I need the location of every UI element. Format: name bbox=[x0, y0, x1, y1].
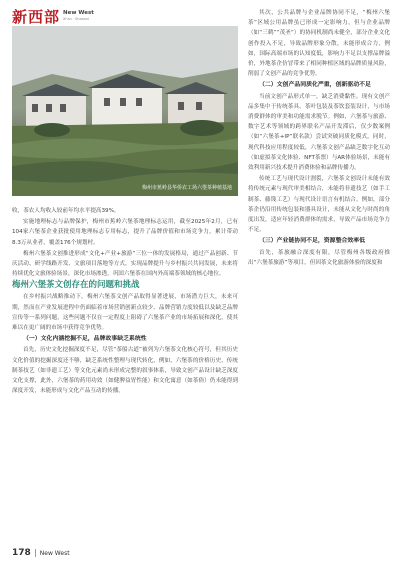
paragraph: 其次，公共品牌与企业品牌协同不足，“梅州六堡茶”区域公用品牌虽已形成一定影响力，但与企业品牌（如“三鹤”“茂圣”）的协同机制尚未健全，部分企业文化创作投入不足，导致品牌形象分散，未能形成合力，例如，国际高端市场的认知度低，影响力不足以支撑品牌溢价，外地茶企仿冒带来了相同种植区域的品牌质量风险，削弱了文创产品的竞争优势。 bbox=[248, 10, 390, 78]
magazine-name: New West bbox=[39, 549, 70, 557]
masthead-logo-en-sub: Xi'an · Shaanxi bbox=[63, 16, 90, 21]
photo-illustration bbox=[12, 26, 238, 196]
paragraph: 当前文创产品形式单一，缺乏消费黏性。现有文创产品多集中于传统茶具、茶叶包装及茶饮套装设计，与市场消费群体的审美和功能需求脱节。例如，六堡茶与旅游、数字艺术等领域的跨界联名产品开发滞后，仅少数案例（如“六堡茶+IP”联名款）尝试突破同质化模式，同时，现代科技应用程度较低，六堡茶文创产品缺乏数字化互动（如虚拟茶文化体验、NFT茶票）与AR体验场景，未能有效利用新兴技术提升消费体验和品牌传播力。 bbox=[248, 93, 390, 172]
subsection-heading: （三）产业链协同不足，资源整合效率低 bbox=[259, 238, 366, 245]
right-column bbox=[248, 8, 390, 269]
paragraph: 首先，历史文化挖掘深度不足，尽管“茶船古道”被列为六堡茶文化核心符号，但其历史文化价值的挖掘深度还不够，缺乏系统性整理与现代转化，例如，六堡茶的价格历史、传统制茶技艺（如非遗工艺）等文化元素尚未形成完整的叙事体系，导致文创产品设计缺乏深度文化支撑，此外，六堡茶的药用功效（如健脾益胃性能）和文化寓意（如茶俗）仍未能得到深度开发，未能形成与文化产品互动的传播。 bbox=[12, 347, 238, 395]
masthead-logo: 新西部 bbox=[12, 7, 61, 26]
paragraph: 首先，茶旅融合深度有限，尽管梅州各级政府推出“六堡茶旅游”等项目，但因茶文化旅游体验的深度和 bbox=[248, 249, 390, 266]
masthead-logo-en-title: New West bbox=[63, 10, 94, 16]
paragraph: 传统工艺与现代设计割裂，六堡茶文创设计未能有效将传统元素与现代审美相结合，未能将非遗技艺（如手工制茶、藤篾工艺）与现代设计语言有机结合。例如，部分茶企仍沿用传统包装和器具设计，未能从文化与时尚的角度出发，适应年轻消费群体的需求，导致产品市场竞争力不足。 bbox=[248, 176, 390, 234]
footer-divider bbox=[35, 549, 36, 557]
masthead-logo-en bbox=[63, 11, 94, 21]
paragraph: 梅州六堡茶文创推进形成“文化+产业+旅游”三位一体的发展格局，通过产品创新、节庆活动、研学线路开发、文旅项目落地等方式，实现品牌提升与乡村振兴共同发展，未来将持续优化文旅体验场景，深化市场渗透，巩固六堡茶在国内外高端茶领域的核心地位。 bbox=[12, 250, 238, 278]
subsection-heading: （二）文创产品同质化严重，创新驱动不足 bbox=[259, 82, 371, 89]
masthead bbox=[12, 6, 94, 26]
paragraph: 收，茶农人均收入较前年均水平提高39%。 bbox=[12, 208, 120, 214]
left-column bbox=[12, 206, 238, 397]
page-footer bbox=[12, 548, 70, 558]
photo-caption: 梅州市蕉岭县华侨农工场六堡茶种植基地 bbox=[141, 185, 232, 191]
subsection-heading: （一）文化内涵挖掘不足，品牌故事缺乏系统性 bbox=[23, 336, 147, 343]
paragraph: 实施地理标志与品牌保护，梅州市蕉岭六堡茶地理标志运用，截至2025年2月，已有104家六堡茶企业获批使用地理标志专用标志，提升了品牌价值和市场竞争力，累计带动8.3万从业者，覆盖176个规划村。 bbox=[12, 219, 238, 246]
tea-plantation-photo bbox=[12, 26, 238, 196]
paragraph: 在乡村振兴战略推动下，梅州六堡茶文创产品取得显著进展，市场潜力巨大，未来可期，然而在产业发展进程中仍面临着市场营销创新点较少、品牌营销力度较低以及缺乏品牌宣传等一系列问题，这些问题不仅在一定程度上阻碍了六堡茶产业的市场拓展和深化，使其难以在更广阔的市场中获得竞争优势。 bbox=[12, 294, 238, 332]
section-heading: 梅州六堡茶文创存在的问题和挑战 bbox=[12, 280, 140, 291]
page-number: 178 bbox=[12, 548, 31, 558]
